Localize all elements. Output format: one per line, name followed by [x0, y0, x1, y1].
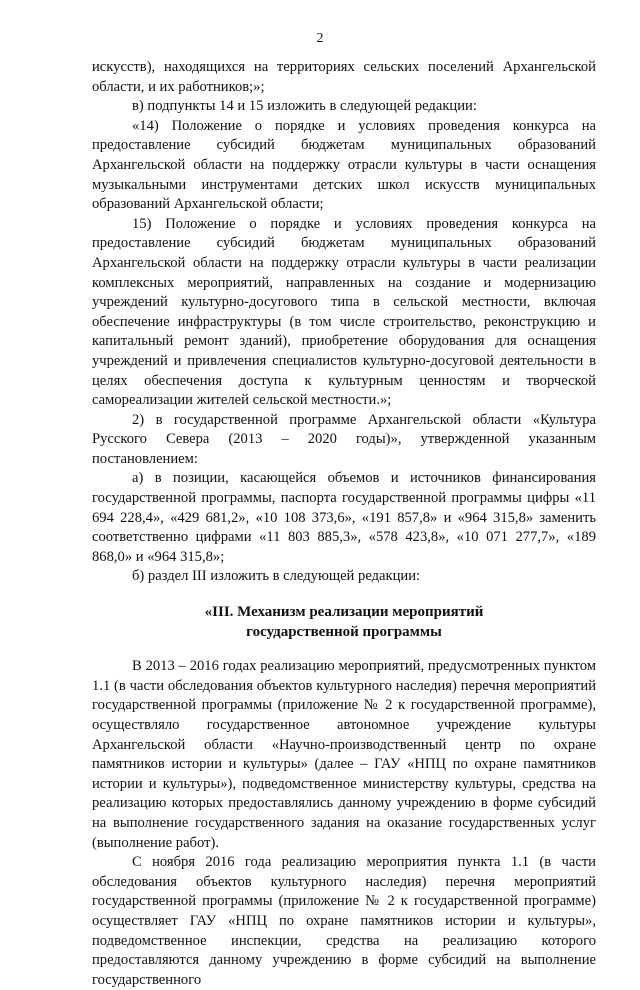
paragraph-subitem-15: 15) Положение о порядке и условиях проведения конкурса на предоставление субсидий бюджетам муниципальных образований Архангельской области на поддержку отрасли культуры в части реализации комплексных мероприятий, направленных на создание и модернизацию учреждений культурно-досугового типа в сельской местности, включая обеспечение инфраструктуры (в том числе строительство, реконструкцию и капитальный ремонт зданий), приобретение оборудования для оснащения учреждений и привлечения специалистов культурно-досуговой деятельности в целях обеспечения доступа к культурным ценностям и творческой самореализации жителей сельской местности.»; — [92, 215, 596, 409]
paragraph-continuation: искусств), находящихся на территориях сельских поселений Архангельской области, и их работников;»; — [92, 59, 596, 95]
section-heading-line-1: «III. Механизм реализации мероприятий — [204, 604, 484, 621]
paragraph-subitem-14: «14) Положение о порядке и условиях проведения конкурса на предоставление субсидий бюджетам муниципальных образований Архангельской области на поддержку отрасли культуры в части оснащения музыкальными инструментами детских школ искусств муниципальных образований Архангельской области; — [92, 117, 596, 213]
section-heading — [92, 603, 596, 642]
paragraph-item-v: в) подпункты 14 и 15 изложить в следующей редакции: — [132, 98, 477, 115]
paragraph-2013-2016: В 2013 – 2016 годах реализацию мероприятий, предусмотренных пунктом 1.1 (в части обследования объектов культурного наследия) перечня мероприятий государственной программы (приложение № 2 к государственной программе), осуществляло государственное автономное учреждение культуры Архангельской области «Научно-производственный центр по охране памятников истории и культуры» (далее – ГАУ «НПЦ по охране памятников истории и культуры»), подведомственное министерству культуры, средства на реализацию которых предоставлялись данному учреждению в форме субсидий на выполнение государственного задания на оказание государственных услуг (выполнение работ). — [92, 658, 596, 851]
paragraph-november-2016: С ноября 2016 года реализацию мероприятия пункта 1.1 (в части обследования объектов культурного наследия) перечня мероприятий государственной программы (приложение № 2 к государственной программе) осуществляет ГАУ «НПЦ по охране памятников истории и культуры», подведомственное инспекции, средства на реализацию которого предоставляются данному учреждению в форме субсидий на выполнение государственного — [92, 854, 596, 988]
page-number: 2 — [316, 31, 324, 46]
document-body — [92, 58, 596, 990]
paragraph-item-a: а) в позиции, касающейся объемов и источников финансирования государственной программы, паспорта государственной программы цифры «11 694 228,4», «429 681,2», «10 108 373,6», «191 857,8» и «964 315,8» заменить соответственно цифрами «11 803 885,3», «578 423,8», «10 071 277,7», «189 868,0» и «964 315,8»; — [92, 470, 596, 565]
paragraph-item-2: 2) в государственной программе Архангельской области «Культура Русского Севера (2013 – 2020 годы)», утвержденной указанным постановлением: — [92, 411, 596, 467]
paragraph-item-b: б) раздел III изложить в следующей редакции: — [132, 568, 421, 585]
section-heading-line-2: государственной программы — [246, 623, 442, 640]
